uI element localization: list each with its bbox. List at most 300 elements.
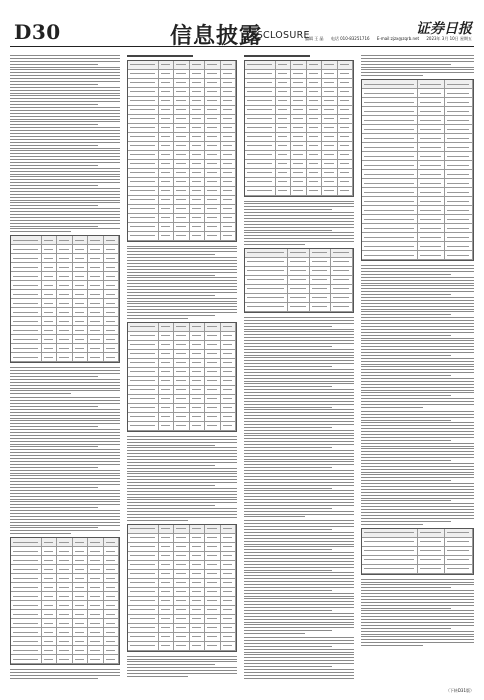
table-cell <box>445 152 473 161</box>
text-line <box>244 375 354 376</box>
data-table <box>361 79 474 261</box>
text-line <box>361 579 474 580</box>
text-line <box>361 472 474 473</box>
text-line <box>10 513 120 514</box>
table-cell <box>73 245 88 254</box>
table-cell <box>338 88 353 97</box>
table-cell <box>174 160 189 169</box>
text-line <box>361 268 474 269</box>
text-line <box>244 610 332 611</box>
text-line <box>127 520 188 521</box>
text-line <box>244 334 354 335</box>
table-cell <box>205 169 220 178</box>
text-line <box>244 320 354 321</box>
table-cell <box>322 79 337 88</box>
table-cell <box>174 115 189 124</box>
table-cell <box>88 281 103 290</box>
text-line <box>10 415 120 416</box>
text-line <box>10 145 98 146</box>
table-cell <box>174 597 189 606</box>
text-line <box>10 367 120 368</box>
text-line <box>127 482 237 483</box>
table-cell <box>190 404 205 413</box>
text-line <box>10 200 120 201</box>
subheading-block <box>127 55 237 57</box>
table-cell <box>205 386 220 395</box>
table-header-cell <box>42 538 57 547</box>
text-line <box>361 317 474 318</box>
table-cell <box>322 97 337 106</box>
table-cell <box>57 601 72 610</box>
text-line <box>10 675 120 676</box>
text-line <box>361 480 451 481</box>
text-line <box>10 165 98 166</box>
text-line <box>10 467 98 468</box>
table-cell <box>418 206 446 215</box>
text-line <box>127 436 237 437</box>
table-cell <box>418 89 446 98</box>
text-line <box>361 407 423 408</box>
table-header-cell <box>205 323 220 332</box>
text-line <box>244 224 354 225</box>
table-cell <box>57 254 72 263</box>
text-line <box>127 659 237 660</box>
table-cell <box>159 642 174 651</box>
text-line <box>127 445 215 446</box>
text-line <box>361 411 474 412</box>
table-cell <box>174 386 189 395</box>
text-line <box>244 485 354 486</box>
table-cell <box>104 299 119 308</box>
text-line <box>127 266 237 267</box>
table-cell <box>104 254 119 263</box>
table-cell <box>128 160 159 169</box>
text-line <box>10 473 120 474</box>
table-cell <box>291 124 306 133</box>
table-cell <box>338 142 353 151</box>
text-line <box>244 633 305 634</box>
table-cell <box>205 350 220 359</box>
text-line <box>361 375 451 376</box>
column-2 <box>127 54 237 680</box>
table-header-cell <box>418 529 446 538</box>
table-cell <box>159 142 174 151</box>
table-cell <box>128 332 159 341</box>
subheading <box>127 55 193 57</box>
table-cell <box>245 169 276 178</box>
text-line <box>244 331 354 332</box>
table-cell <box>159 70 174 79</box>
table-cell <box>331 258 353 267</box>
text-line <box>10 373 120 374</box>
text-line <box>10 202 120 203</box>
text-line <box>127 248 237 249</box>
text-line <box>127 511 237 512</box>
text-line <box>244 435 354 436</box>
text-line <box>10 507 98 508</box>
table-cell <box>221 597 236 606</box>
text-line <box>244 561 354 562</box>
text-line <box>10 510 120 511</box>
table-cell <box>57 556 72 565</box>
text-line <box>244 349 354 350</box>
text-line <box>361 378 474 379</box>
text-line <box>244 666 332 667</box>
text-line <box>244 532 354 533</box>
table-cell <box>128 196 159 205</box>
table-cell <box>128 79 159 88</box>
text-line <box>10 478 120 479</box>
text-line <box>127 306 237 307</box>
text-block <box>361 411 474 525</box>
text-line <box>244 558 354 559</box>
text-line <box>244 567 354 568</box>
text-line <box>361 277 474 278</box>
email: E-mail:zjzx@zqrb.net <box>376 36 420 41</box>
table-cell <box>190 142 205 151</box>
table-header-cell <box>288 249 310 258</box>
subheading <box>244 55 310 57</box>
table-cell <box>128 543 159 552</box>
table-cell <box>245 285 288 294</box>
text-line <box>361 474 474 475</box>
table-header-cell <box>104 538 119 547</box>
table-cell <box>338 115 353 124</box>
table-cell <box>445 206 473 215</box>
table-cell <box>190 588 205 597</box>
table-cell <box>245 267 288 276</box>
table-cell <box>205 606 220 615</box>
text-line <box>244 549 332 550</box>
table-cell <box>445 170 473 179</box>
table-cell <box>205 588 220 597</box>
table-cell <box>42 245 57 254</box>
table-cell <box>205 151 220 160</box>
text-line <box>361 512 474 513</box>
table-cell <box>276 70 291 79</box>
table-cell <box>159 223 174 232</box>
table-cell <box>276 106 291 115</box>
table-cell <box>307 70 322 79</box>
table-cell <box>190 377 205 386</box>
table-cell <box>205 404 220 413</box>
text-line <box>127 251 237 252</box>
text-line <box>10 390 120 391</box>
table-cell <box>221 579 236 588</box>
table-cell <box>205 106 220 115</box>
text-line <box>361 69 474 70</box>
table-cell <box>190 395 205 404</box>
table-cell <box>128 377 159 386</box>
text-line <box>10 148 120 149</box>
table-cell <box>445 197 473 206</box>
table-cell <box>338 124 353 133</box>
text-line <box>361 463 474 464</box>
table-cell <box>291 88 306 97</box>
text-line <box>361 280 474 281</box>
table-cell <box>42 353 57 362</box>
text-line <box>361 639 474 640</box>
text-line <box>361 625 474 626</box>
table-cell <box>42 299 57 308</box>
table-cell <box>104 272 119 281</box>
text-line <box>361 460 451 461</box>
text-line <box>244 529 332 530</box>
text-line <box>244 366 332 367</box>
text-line <box>127 246 237 247</box>
table-cell <box>128 214 159 223</box>
text-line <box>244 395 354 396</box>
table-cell <box>221 368 236 377</box>
table-cell <box>307 79 322 88</box>
table-cell <box>221 561 236 570</box>
text-block <box>244 637 354 680</box>
table-cell <box>221 386 236 395</box>
text-line <box>10 519 120 520</box>
table-cell <box>418 547 446 556</box>
section-title-en: DISCLOSURE <box>246 30 310 41</box>
table-cell <box>190 359 205 368</box>
text-line <box>361 506 474 507</box>
table-cell <box>418 125 446 134</box>
table-cell <box>11 245 42 254</box>
text-line <box>361 323 474 324</box>
text-line <box>244 232 354 233</box>
text-line <box>361 582 474 583</box>
text-line <box>10 525 120 526</box>
text-line <box>361 387 474 388</box>
table-cell <box>159 615 174 624</box>
table-cell <box>205 178 220 187</box>
table-cell <box>338 160 353 169</box>
table-cell <box>128 97 159 106</box>
table-cell <box>42 308 57 317</box>
text-line <box>244 447 332 448</box>
table-cell <box>104 601 119 610</box>
table-cell <box>190 615 205 624</box>
table-cell <box>104 565 119 574</box>
section-title: 信息披露 <box>170 24 263 49</box>
text-line <box>10 493 120 494</box>
table-cell <box>57 263 72 272</box>
text-line <box>244 470 354 471</box>
table-cell <box>73 263 88 272</box>
table-cell <box>205 205 220 214</box>
table-cell <box>57 628 72 637</box>
text-line <box>361 437 474 438</box>
table-cell <box>205 413 220 422</box>
table-cell <box>42 574 57 583</box>
table-cell <box>73 290 88 299</box>
table-cell <box>307 124 322 133</box>
text-line <box>10 429 120 430</box>
table-header-cell <box>190 323 205 332</box>
text-line <box>361 443 474 444</box>
text-line <box>244 523 354 524</box>
table-cell <box>307 97 322 106</box>
text-line <box>127 280 237 281</box>
text-line <box>10 90 120 91</box>
table-cell <box>205 70 220 79</box>
subheading-block <box>244 55 354 57</box>
data-table <box>127 524 237 652</box>
table-cell <box>245 115 276 124</box>
table-cell <box>174 633 189 642</box>
text-line <box>10 672 120 673</box>
table-cell <box>42 565 57 574</box>
text-line <box>244 493 354 494</box>
table-cell <box>57 547 72 556</box>
table-cell <box>331 276 353 285</box>
text-line <box>361 343 474 344</box>
text-line <box>244 401 354 402</box>
text-line <box>244 415 354 416</box>
table-header-cell <box>159 525 174 534</box>
text-line <box>127 298 237 299</box>
text-line <box>244 337 354 338</box>
table-cell <box>322 187 337 196</box>
text-block <box>361 265 474 408</box>
table-cell <box>11 344 42 353</box>
table-cell <box>362 89 418 98</box>
table-cell <box>205 377 220 386</box>
table-header-cell <box>190 525 205 534</box>
table-cell <box>57 281 72 290</box>
table-cell <box>159 88 174 97</box>
table-cell <box>322 115 337 124</box>
table-cell <box>174 413 189 422</box>
table-cell <box>128 151 159 160</box>
text-line <box>10 150 120 151</box>
text-line <box>244 535 354 536</box>
table-cell <box>418 98 446 107</box>
table-cell <box>291 142 306 151</box>
text-line <box>10 533 71 534</box>
text-line <box>10 121 120 122</box>
table-header-cell <box>205 525 220 534</box>
text-line <box>10 211 120 212</box>
table-cell <box>221 552 236 561</box>
table-cell <box>174 133 189 142</box>
table-cell <box>221 169 236 178</box>
table-cell <box>42 619 57 628</box>
table-cell <box>42 646 57 655</box>
table-cell <box>104 344 119 353</box>
table-cell <box>73 601 88 610</box>
table-cell <box>310 258 332 267</box>
table-cell <box>104 592 119 601</box>
table-cell <box>190 187 205 196</box>
table-cell <box>174 606 189 615</box>
table-cell <box>11 574 42 583</box>
table-cell <box>128 534 159 543</box>
table-cell <box>445 556 473 565</box>
text-line <box>244 404 354 405</box>
table-cell <box>88 592 103 601</box>
text-line <box>10 490 120 491</box>
table-cell <box>42 290 57 299</box>
table-cell <box>174 106 189 115</box>
table-cell <box>128 187 159 196</box>
text-line <box>361 431 474 432</box>
text-line <box>127 505 215 506</box>
text-line <box>10 182 120 183</box>
text-line <box>10 370 120 371</box>
text-line <box>127 473 237 474</box>
text-line <box>361 448 474 449</box>
table-cell <box>245 124 276 133</box>
text-line <box>10 171 120 172</box>
table-cell <box>11 263 42 272</box>
table-cell <box>11 281 42 290</box>
text-line <box>244 490 354 491</box>
table-cell <box>338 178 353 187</box>
table-cell <box>221 633 236 642</box>
table-cell <box>310 285 332 294</box>
text-line <box>244 660 354 661</box>
table-cell <box>128 368 159 377</box>
table-cell <box>104 335 119 344</box>
table-cell <box>42 254 57 263</box>
text-line <box>244 476 354 477</box>
table-cell <box>11 646 42 655</box>
table-cell <box>418 556 446 565</box>
text-line <box>10 438 120 439</box>
table-cell <box>104 574 119 583</box>
text-line <box>244 619 354 620</box>
table-cell <box>221 97 236 106</box>
text-line <box>10 470 120 471</box>
data-table <box>244 60 354 197</box>
table-cell <box>174 377 189 386</box>
table-cell <box>128 588 159 597</box>
text-line <box>244 657 354 658</box>
text-line <box>244 383 354 384</box>
table-cell <box>276 178 291 187</box>
table-cell <box>445 242 473 251</box>
table-cell <box>322 88 337 97</box>
text-line <box>10 432 120 433</box>
text-line <box>244 459 354 460</box>
table-cell <box>57 272 72 281</box>
table-cell <box>73 655 88 664</box>
table-cell <box>362 143 418 152</box>
table-cell <box>221 570 236 579</box>
text-line <box>361 593 474 594</box>
table-cell <box>128 124 159 133</box>
text-line <box>10 464 120 465</box>
table-cell <box>205 124 220 133</box>
table-cell <box>190 606 205 615</box>
text-line <box>10 176 120 177</box>
table-header-cell <box>88 236 103 245</box>
text-line <box>244 546 354 547</box>
table-cell <box>190 386 205 395</box>
text-line <box>10 379 120 380</box>
table-cell <box>221 341 236 350</box>
table-cell <box>159 232 174 241</box>
text-line <box>10 231 71 232</box>
text-line <box>244 461 354 462</box>
table-cell <box>11 299 42 308</box>
table-cell <box>338 187 353 196</box>
text-block <box>10 55 120 232</box>
table-cell <box>57 335 72 344</box>
text-line <box>361 372 474 373</box>
table-cell <box>73 272 88 281</box>
table-cell <box>57 245 72 254</box>
table-cell <box>57 583 72 592</box>
